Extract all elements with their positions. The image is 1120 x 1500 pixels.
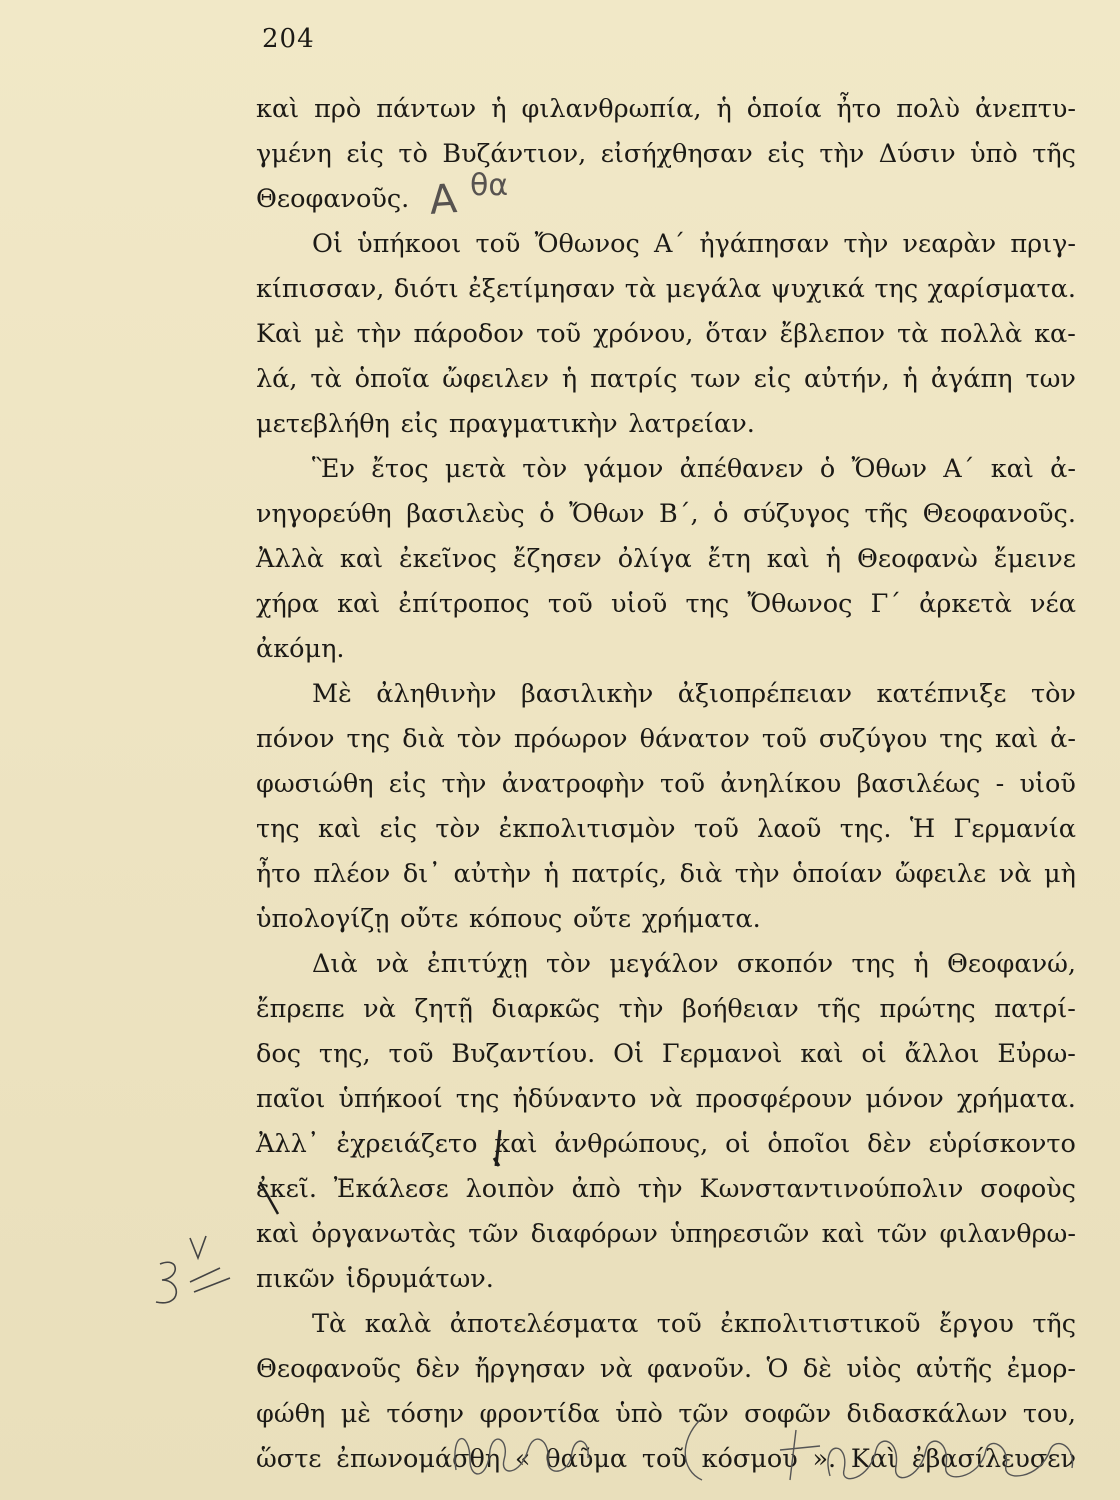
word: σοφῶν xyxy=(744,1399,832,1429)
handwritten-annotation: Α xyxy=(428,176,459,224)
word: καὶ xyxy=(337,589,381,619)
word: Α΄ xyxy=(654,229,686,259)
word: διαρκῶς xyxy=(491,994,601,1024)
word: ὑπήκοοί xyxy=(338,1084,443,1114)
word: κόπους xyxy=(469,904,563,934)
word: τὰ xyxy=(624,274,657,304)
word: Ὄθωνος xyxy=(534,229,640,259)
word: ἡ xyxy=(543,859,559,889)
word: πικῶν xyxy=(256,1264,335,1294)
word: ἱδρυμάτων. xyxy=(345,1264,494,1294)
word: βασιλικὴν xyxy=(521,679,654,709)
word: καὶ xyxy=(766,544,810,574)
word: δὲ xyxy=(802,1354,832,1384)
word: των xyxy=(1025,364,1076,394)
word: Διὰ xyxy=(312,949,358,979)
word: Δύσιν xyxy=(878,139,956,169)
word: Οἱ xyxy=(312,229,343,259)
word: νὰ xyxy=(599,1354,633,1384)
word: διαφόρων xyxy=(530,1219,658,1249)
word: της xyxy=(874,274,919,304)
word: ἔπρεπε xyxy=(256,994,345,1024)
word: αὐτὴν xyxy=(453,859,532,889)
word: ἀξιοπρέπειαν xyxy=(677,679,853,709)
word: της. xyxy=(839,814,892,844)
word: ἀπέθανεν xyxy=(679,454,804,484)
word: παῖοι xyxy=(256,1084,326,1114)
word: νὰ xyxy=(375,949,409,979)
word: ἔργου xyxy=(939,1309,1014,1339)
word: πρόωρον xyxy=(513,724,628,754)
word: ψυχικά xyxy=(770,274,865,304)
word: λαοῦ xyxy=(757,814,822,844)
word: νὰ xyxy=(649,1084,683,1114)
text-line xyxy=(256,769,1076,814)
word: πατρί- xyxy=(994,994,1076,1024)
word: της xyxy=(851,949,896,979)
word: λά, xyxy=(256,364,298,394)
text-line xyxy=(256,949,1076,994)
word: Ἡ xyxy=(909,814,936,844)
word: πολὺ xyxy=(896,94,961,124)
word: Καὶ xyxy=(256,319,303,349)
word: φωσιώθη xyxy=(256,769,374,799)
word: ἀγάπη xyxy=(930,364,1013,394)
word: ἐκεῖ. xyxy=(256,1174,317,1204)
word: νηγορεύθη xyxy=(256,499,392,529)
word: τοῦ xyxy=(388,1039,434,1069)
word: ἐχρειάζετο xyxy=(336,1129,478,1159)
word: προσφέρουν xyxy=(695,1084,853,1114)
word: τοῦ xyxy=(641,1444,687,1474)
text-line xyxy=(256,1129,1076,1174)
word: ὑπὸ xyxy=(615,1399,663,1429)
word: σύζυγος xyxy=(742,499,851,529)
word: Βυζαντίου. xyxy=(451,1039,596,1069)
word: πραγματικὴν xyxy=(448,409,618,439)
word: μὲ xyxy=(314,319,345,349)
text-line xyxy=(256,1219,1076,1264)
word: ἡ xyxy=(902,364,918,394)
word: Μὲ xyxy=(312,679,352,709)
word: πάντων xyxy=(376,94,477,124)
word: θαῦμα xyxy=(545,1444,628,1474)
word: κατέπνιξε xyxy=(876,679,1007,709)
word: νέα xyxy=(1030,589,1076,619)
word: κόσμου xyxy=(701,1444,798,1474)
word: συζύγου xyxy=(818,724,928,754)
word: πριγ- xyxy=(1010,229,1076,259)
word: ἀνεπτυ- xyxy=(975,94,1076,124)
word: τῆς xyxy=(817,994,861,1024)
word: τῶν xyxy=(468,1219,519,1249)
word: ἀποτελέσματα xyxy=(449,1309,639,1339)
word: ἡ xyxy=(561,364,578,394)
word: υἱοῦ xyxy=(1019,769,1076,799)
word: χαρίσματα. xyxy=(927,274,1076,304)
word: φροντίδα xyxy=(479,1399,600,1429)
word: ἀ- xyxy=(1050,454,1076,484)
text-line xyxy=(256,1084,1076,1129)
text-line xyxy=(256,229,1076,274)
word: ἔτη xyxy=(707,544,751,574)
word: Ὁ xyxy=(766,1354,789,1384)
word: λοιπὸν xyxy=(465,1174,555,1204)
word: Βυζάντιον, xyxy=(442,139,587,169)
text-line xyxy=(256,499,1076,544)
word: οἱ xyxy=(725,1129,751,1159)
word: ἀ- xyxy=(1050,724,1076,754)
word: τὴν xyxy=(637,1174,683,1204)
word: ὑπήκοοι xyxy=(357,229,462,259)
word: τοῦ xyxy=(547,589,593,619)
word: καὶ xyxy=(800,1039,844,1069)
word: πάροδον xyxy=(413,319,525,349)
word: χρήματα. xyxy=(956,1084,1076,1114)
word: Θεοφανώ, xyxy=(947,949,1076,979)
margin-scribble xyxy=(150,1228,240,1318)
text-line xyxy=(256,319,1076,364)
text-line xyxy=(256,364,1076,409)
word: ἐκπολιτιστικοῦ xyxy=(720,1309,921,1339)
word: ὁ xyxy=(819,454,836,484)
word: αὐτῆς xyxy=(915,1354,993,1384)
word: φανοῦν. xyxy=(647,1354,753,1384)
word: Ἀλλὰ xyxy=(256,544,324,574)
word: ὁ xyxy=(539,499,555,529)
word: Καὶ xyxy=(850,1444,898,1474)
word: ὑπὸ xyxy=(970,139,1018,169)
word: ὀργανωτὰς xyxy=(311,1219,457,1249)
word: τὸ xyxy=(398,139,428,169)
word: φιλανθρωπία, xyxy=(521,94,702,124)
word: ἐκπολιτισμὸν xyxy=(498,814,676,844)
word: βασιλεὺς xyxy=(406,499,525,529)
text-line xyxy=(256,589,1076,634)
word: τὴν xyxy=(843,229,889,259)
word: τὰ xyxy=(897,319,929,349)
word: των xyxy=(690,364,741,394)
page-number: 204 xyxy=(262,24,315,54)
paragraph-mark-icon xyxy=(256,1178,282,1218)
word: γάμον xyxy=(583,454,664,484)
word: ἀνθρώπους, xyxy=(554,1129,709,1159)
word: Γ΄ xyxy=(870,589,902,619)
word: καὶ xyxy=(990,454,1034,484)
word: σοφοὺς xyxy=(980,1174,1076,1204)
word: Γερμανία xyxy=(953,814,1076,844)
word: τὸν xyxy=(456,724,502,754)
word: τοῦ xyxy=(761,724,807,754)
word: ὑπολογίζῃ xyxy=(256,904,390,934)
word: τόσην xyxy=(386,1399,465,1429)
word: ἐκεῖνος xyxy=(399,544,497,574)
word: εἰς xyxy=(753,364,792,394)
word: ὁποῖα xyxy=(354,364,430,394)
word: ζητῇ xyxy=(414,994,473,1024)
word: τῆς xyxy=(864,499,909,529)
word: φιλανθρω- xyxy=(939,1219,1076,1249)
word: πρὸ xyxy=(314,94,362,124)
word: ὑπηρεσιῶν xyxy=(669,1219,810,1249)
word: μετὰ xyxy=(444,454,507,484)
word: πατρίς xyxy=(590,364,678,394)
word: Ἐκάλεσε xyxy=(333,1174,449,1204)
word: διὰ xyxy=(679,859,723,889)
word: ἔτος xyxy=(371,454,429,484)
word: τοῦ xyxy=(693,814,739,844)
word: της xyxy=(939,724,983,754)
paragraph-bracket-mark xyxy=(490,1128,504,1168)
word: τῶν xyxy=(876,1219,928,1249)
word: καὶ xyxy=(494,1129,538,1159)
word: πολλὰ xyxy=(940,319,1023,349)
word: της xyxy=(685,589,730,619)
word: τὴν xyxy=(819,139,865,169)
word: καὶ xyxy=(994,724,1039,754)
word: ἄλλοι xyxy=(904,1039,980,1069)
word: Θεοφανὼ xyxy=(857,544,978,574)
word: ». xyxy=(812,1444,837,1474)
word: μεγάλον xyxy=(609,949,719,979)
word: κα- xyxy=(1034,319,1076,349)
word: ἤργησαν xyxy=(474,1354,586,1384)
word: οἱ xyxy=(861,1039,887,1069)
word: ἠγάπησαν xyxy=(699,229,830,259)
word: ὁ xyxy=(713,499,729,529)
word: της xyxy=(455,1084,500,1114)
text-line xyxy=(256,904,1076,949)
text-line xyxy=(256,679,1076,724)
word: ἡ xyxy=(913,949,929,979)
word: της xyxy=(256,814,300,844)
word: ὤφειλε xyxy=(894,859,987,889)
word: μετεβλήθη xyxy=(256,409,390,439)
word: καὶ xyxy=(821,1219,865,1249)
word: ὅταν xyxy=(705,319,768,349)
word: τοῦ xyxy=(536,319,582,349)
text-line xyxy=(256,1264,1076,1309)
word: της xyxy=(346,724,391,754)
word: ἔζησεν xyxy=(512,544,602,574)
word: ὥστε xyxy=(256,1444,322,1474)
word: θάνατον xyxy=(639,724,750,754)
word: Θεοφανοῦς xyxy=(256,1354,402,1384)
word: ἔβλεπον xyxy=(779,319,886,349)
word: τὸν xyxy=(522,454,568,484)
word: τοῦ xyxy=(660,769,705,799)
bottom-handwriting xyxy=(440,1410,1090,1490)
word: καλὰ xyxy=(364,1309,432,1339)
word: νὰ xyxy=(363,994,396,1024)
word: χρόνου, xyxy=(593,319,694,349)
word: τὴν xyxy=(356,319,402,349)
word: μόνον xyxy=(865,1084,944,1114)
word: Α΄ xyxy=(943,454,975,484)
word: χήρα xyxy=(256,589,319,619)
word: ὤφειλεν xyxy=(442,364,549,394)
word: ὁποίαν xyxy=(792,859,883,889)
word: ὀλίγα xyxy=(617,544,692,574)
word: πατρίς, xyxy=(571,859,668,889)
word: - xyxy=(995,769,1005,799)
word: τὴν xyxy=(734,859,780,889)
handwritten-annotation-small: θα xyxy=(470,168,509,203)
word: νὰ xyxy=(998,859,1032,889)
word: πρώτης xyxy=(879,994,976,1024)
word: ἡ xyxy=(491,94,507,124)
word: σκοπόν xyxy=(736,949,834,979)
text-line xyxy=(256,274,1076,319)
word: Ἀλλ᾽ xyxy=(256,1129,320,1159)
word: εὑρίσκοντο xyxy=(928,1129,1076,1159)
word: τοῦ xyxy=(656,1309,702,1339)
word: Ἓν xyxy=(312,454,355,484)
text-line xyxy=(256,139,1076,184)
word: γμένη xyxy=(256,139,332,169)
word: Ὄθωνος xyxy=(747,589,853,619)
word: Γερμανοὶ xyxy=(661,1039,783,1069)
word: λατρείαν. xyxy=(628,409,755,439)
word: ἀρκετὰ xyxy=(919,589,1012,619)
word: οὔτε xyxy=(572,904,632,934)
word: ἀληθινὴν xyxy=(376,679,497,709)
word: ὁποία xyxy=(746,94,822,124)
word: εἰς xyxy=(379,814,418,844)
word: του, xyxy=(1022,1399,1076,1429)
word: δὲν xyxy=(867,1129,912,1159)
word: Β΄, xyxy=(659,499,699,529)
text-line xyxy=(256,724,1076,769)
text-line xyxy=(256,1354,1076,1399)
word: εἰς xyxy=(388,769,427,799)
word: κίπισσαν, xyxy=(256,274,385,304)
word: εἰσήχθησαν xyxy=(600,139,753,169)
word: οὔτε xyxy=(400,904,459,934)
word: ἔμεινε xyxy=(993,544,1076,574)
word: βοήθειαν xyxy=(682,994,799,1024)
word: Κωνσταντινούπολιν xyxy=(699,1174,964,1204)
word: μὲ xyxy=(340,1399,371,1429)
word: εἰς xyxy=(400,409,439,439)
word: ἐξετίμησαν xyxy=(468,274,616,304)
word: μεγάλα xyxy=(665,274,762,304)
text-line xyxy=(256,409,1076,454)
word: τῆς xyxy=(1032,139,1076,169)
word: χρήματα. xyxy=(641,904,761,934)
word: φώθη xyxy=(256,1399,326,1429)
text-line xyxy=(256,94,1076,139)
word: υἱὸς xyxy=(846,1354,902,1384)
word: ἐπωνομάσθη xyxy=(336,1444,501,1474)
word: διότι xyxy=(393,274,459,304)
word: τὴν xyxy=(618,994,664,1024)
word: Θεοφανοῦς. xyxy=(256,184,410,214)
word: υἱοῦ xyxy=(610,589,668,619)
word: ἐπιτύχῃ xyxy=(426,949,528,979)
word: Οἱ xyxy=(613,1039,645,1069)
word: νεαρὰν xyxy=(902,229,997,259)
word: δι᾽ xyxy=(402,859,441,889)
word: δος xyxy=(256,1039,301,1069)
text-line xyxy=(256,544,1076,589)
word: δὲν xyxy=(415,1354,461,1384)
word: Ὄθων xyxy=(851,454,928,484)
word: καὶ xyxy=(318,814,362,844)
text-line xyxy=(256,1309,1076,1354)
word: εἰς xyxy=(767,139,805,169)
word: ἀνηλίκου xyxy=(720,769,842,799)
text-line xyxy=(256,634,1076,679)
word: ἀκόμη. xyxy=(256,634,345,664)
word: τοῦ xyxy=(475,229,521,259)
word: Εὐρω- xyxy=(997,1039,1076,1069)
text-line xyxy=(256,994,1076,1039)
word: πλέον xyxy=(313,859,391,889)
word: αὐτήν, xyxy=(804,364,890,394)
word: ἀπὸ xyxy=(571,1174,621,1204)
word: καὶ xyxy=(256,94,300,124)
word: τὸν xyxy=(1030,679,1076,709)
word: τὸν xyxy=(546,949,592,979)
text-line xyxy=(256,454,1076,499)
word: διὰ xyxy=(402,724,445,754)
word: ἐπίτροπος xyxy=(398,589,530,619)
word: τὰ xyxy=(310,364,342,394)
word: ἦτο xyxy=(256,859,301,889)
word: της, xyxy=(318,1039,371,1069)
text-line xyxy=(256,1174,1076,1219)
word: καὶ xyxy=(339,544,384,574)
text-line xyxy=(256,1039,1076,1084)
text-line xyxy=(256,814,1076,859)
word: τῶν xyxy=(678,1399,729,1429)
word: τὴν xyxy=(441,769,487,799)
word: βασιλέως xyxy=(856,769,981,799)
body-text xyxy=(256,94,1076,1489)
text-line xyxy=(256,859,1076,904)
word: Τὰ xyxy=(312,1309,347,1339)
word: Θεοφανοῦς. xyxy=(922,499,1076,529)
text-line xyxy=(256,184,1076,229)
word: μὴ xyxy=(1044,859,1076,889)
word: τῆς xyxy=(1032,1309,1076,1339)
word: ἐβασίλευσεν xyxy=(911,1444,1076,1474)
word: Ὄθων xyxy=(569,499,645,529)
word: ὁποῖοι xyxy=(767,1129,851,1159)
word: ἡ xyxy=(716,94,732,124)
word: ἀνατροφὴν xyxy=(501,769,645,799)
word: τὸν xyxy=(435,814,481,844)
word: ἦτο xyxy=(836,94,882,124)
word: ἡ xyxy=(825,544,842,574)
word: ἠδύναντο xyxy=(512,1084,637,1114)
word: « xyxy=(514,1444,531,1474)
word: εἰς xyxy=(346,139,384,169)
word: πόνον xyxy=(256,724,335,754)
word: καὶ xyxy=(256,1219,300,1249)
word: ἐμορ- xyxy=(1006,1354,1076,1384)
word: διδασκάλων xyxy=(846,1399,1008,1429)
